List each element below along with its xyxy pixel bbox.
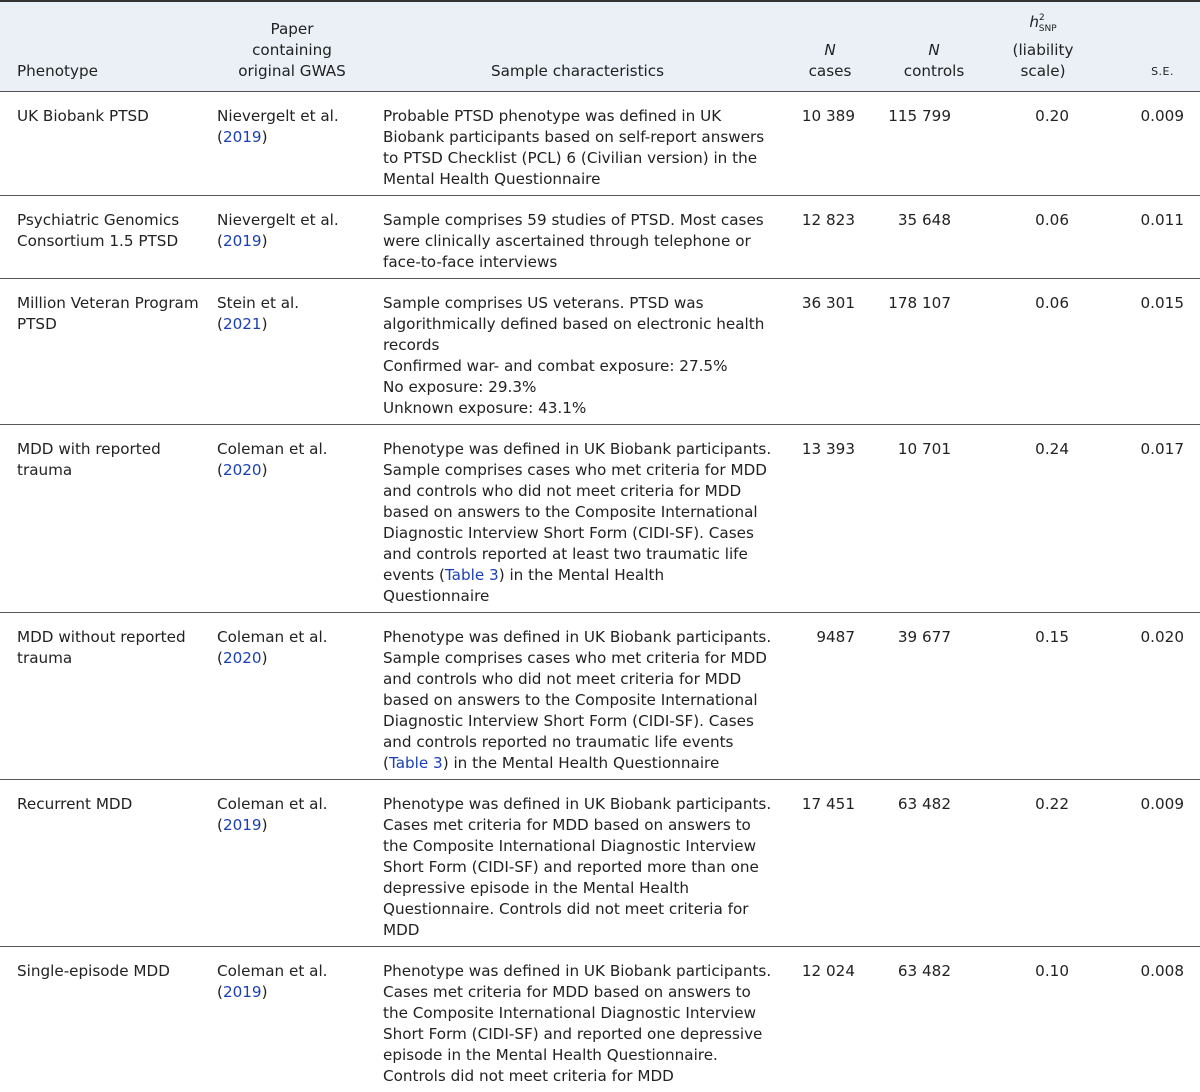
se-cell: 0.020	[1098, 613, 1200, 780]
paper-cell: Stein et al. (2021)	[209, 279, 375, 425]
h2-cell: 0.06	[988, 279, 1098, 425]
table-row	[0, 613, 1200, 780]
controls-cell: 63 482	[880, 780, 988, 947]
paper-cell: Nievergelt et al. (2019)	[209, 92, 375, 196]
citation-link[interactable]: 2020	[223, 461, 262, 479]
header-standard-error: S.E.	[1098, 1, 1200, 92]
phenotype-cell: UK Biobank PTSD	[0, 92, 209, 196]
controls-cell: 115 799	[880, 92, 988, 196]
header-phenotype: Phenotype	[0, 1, 209, 92]
sample-cell: Phenotype was defined in UK Biobank participants. Sample comprises cases who met criteria for MDD and controls who did not meet criteria for MDD based on answers to the Composite International Diagnostic Interview Short Form (CIDI-SF). Cases and controls reported at least two traumatic life events (Table 3) in the Mental Health Questionnaire	[375, 425, 780, 613]
paper-cell: Nievergelt et al. (2019)	[209, 196, 375, 279]
paper-cell: Coleman et al. (2020)	[209, 425, 375, 613]
sample-cell: Sample comprises US veterans. PTSD was algorithmically defined based on electronic health records Confirmed war- and combat exposure: 27.5% No exposure: 29.3% Unknown exposure: 43.1%	[375, 279, 780, 425]
cases-cell: 12 823	[780, 196, 880, 279]
se-cell: 0.015	[1098, 279, 1200, 425]
header-sample-characteristics: Sample characteristics	[375, 1, 780, 92]
cases-cell: 10 389	[780, 92, 880, 196]
phenotype-cell: MDD without reported trauma	[0, 613, 209, 780]
se-cell: 0.017	[1098, 425, 1200, 613]
phenotype-cell: MDD with reported trauma	[0, 425, 209, 613]
citation-link[interactable]: 2019	[223, 232, 262, 250]
se-cell: 0.009	[1098, 92, 1200, 196]
table-row	[0, 780, 1200, 947]
h2-cell: 0.24	[988, 425, 1098, 613]
header-n-controls: N controls	[880, 1, 988, 92]
sample-cell: Phenotype was defined in UK Biobank participants. Cases met criteria for MDD based on answers to the Composite International Diagnostic Interview Short Form (CIDI-SF) and reported more than one depressive episode in the Mental Health Questionnaire. Controls did not meet criteria for MDD	[375, 780, 780, 947]
cases-cell: 13 393	[780, 425, 880, 613]
paper-cell: Coleman et al. (2019)	[209, 780, 375, 947]
se-cell: 0.008	[1098, 947, 1200, 1092]
se-cell: 0.011	[1098, 196, 1200, 279]
table-3-link[interactable]: Table 3	[445, 566, 499, 584]
header-paper: Paper containing original GWAS	[209, 1, 375, 92]
citation-link[interactable]: 2020	[223, 649, 262, 667]
sample-cell: Phenotype was defined in UK Biobank participants. Sample comprises cases who met criteria for MDD and controls who did not meet criteria for MDD based on answers to the Composite International Diagnostic Interview Short Form (CIDI-SF). Cases and controls reported no traumatic life events (Table 3) in the Mental Health Questionnaire	[375, 613, 780, 780]
table-row	[0, 196, 1200, 279]
header-n-cases: N cases	[780, 1, 880, 92]
controls-cell: 10 701	[880, 425, 988, 613]
cases-cell: 36 301	[780, 279, 880, 425]
sample-cell: Probable PTSD phenotype was defined in UK Biobank participants based on self-report answers to PTSD Checklist (PCL) 6 (Civilian version) in the Mental Health Questionnaire	[375, 92, 780, 196]
h2-cell: 0.10	[988, 947, 1098, 1092]
cases-cell: 12 024	[780, 947, 880, 1092]
citation-link[interactable]: 2019	[223, 128, 262, 146]
citation-link[interactable]: 2021	[223, 315, 262, 333]
header-h2-snp: $h^2_{SNP}$ (liability scale)	[988, 1, 1098, 92]
se-cell: 0.009	[1098, 780, 1200, 947]
table-header	[0, 1, 1200, 92]
h2-cell: 0.20	[988, 92, 1098, 196]
table-row	[0, 92, 1200, 196]
table-3-link[interactable]: Table 3	[389, 754, 443, 772]
citation-link[interactable]: 2019	[223, 983, 262, 1001]
phenotype-cell: Million Veteran Program PTSD	[0, 279, 209, 425]
table-row	[0, 425, 1200, 613]
controls-cell: 178 107	[880, 279, 988, 425]
controls-cell: 39 677	[880, 613, 988, 780]
table-row	[0, 279, 1200, 425]
paper-cell: Coleman et al. (2019)	[209, 947, 375, 1092]
table-row	[0, 947, 1200, 1092]
cases-cell: 9487	[780, 613, 880, 780]
paper-cell: Coleman et al. (2020)	[209, 613, 375, 780]
h2-cell: 0.06	[988, 196, 1098, 279]
phenotype-cell: Psychiatric Genomics Consortium 1.5 PTSD	[0, 196, 209, 279]
phenotype-cell: Recurrent MDD	[0, 780, 209, 947]
h2-cell: 0.22	[988, 780, 1098, 947]
h2-cell: 0.15	[988, 613, 1098, 780]
cases-cell: 17 451	[780, 780, 880, 947]
controls-cell: 35 648	[880, 196, 988, 279]
citation-link[interactable]: 2019	[223, 816, 262, 834]
sample-cell: Phenotype was defined in UK Biobank participants. Cases met criteria for MDD based on answers to the Composite International Diagnostic Interview Short Form (CIDI-SF) and reported one depressive episode in the Mental Health Questionnaire. Controls did not meet criteria for MDD	[375, 947, 780, 1092]
sample-cell: Sample comprises 59 studies of PTSD. Most cases were clinically ascertained through telephone or face-to-face interviews	[375, 196, 780, 279]
controls-cell: 63 482	[880, 947, 988, 1092]
phenotype-cell: Single-episode MDD	[0, 947, 209, 1092]
